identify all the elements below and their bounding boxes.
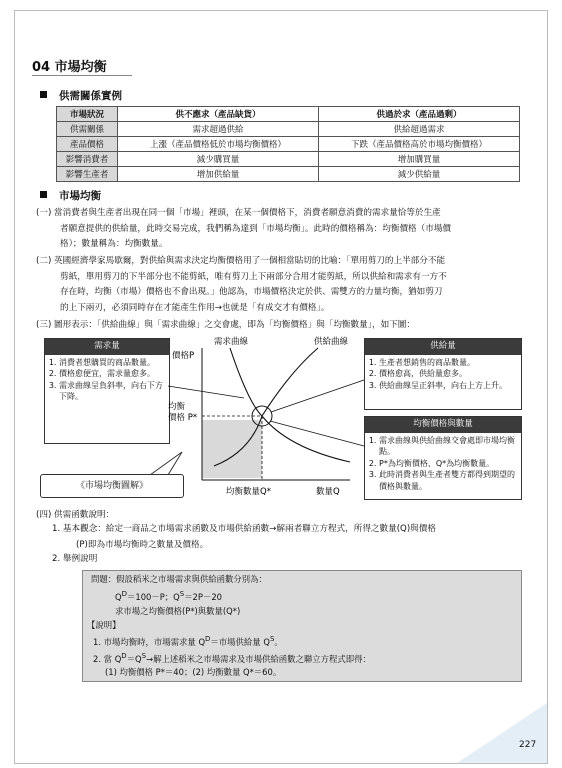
eq-qty-label: 均衡數量Q* — [226, 487, 271, 497]
eq-price-label-line1: 均衡 — [168, 402, 186, 412]
formula-part: ＝100－P；Q — [126, 591, 180, 602]
paragraph-line: 剪紙，單用剪刀的下半部分也不能剪紙，唯有剪刀上下兩部分合用才能剪紙，所以供給和需求有一方不 — [60, 271, 447, 282]
formula-sup: S — [179, 590, 185, 598]
explanation-title: 【說明】 — [87, 619, 121, 630]
example-box — [82, 570, 522, 682]
paragraph-line: 的上下兩刃，必須同時存在才能產生作用→也就是「有成交才有價格」。 — [60, 302, 330, 313]
list-item: 2. 價格愈高，供給量愈多。 — [379, 368, 521, 380]
table-cell: 產品價格 — [57, 137, 118, 152]
formula-sup: D — [205, 634, 211, 643]
qty-axis-label: 數量Q — [316, 487, 340, 497]
paragraph-line: 格）；數量稱為：均衡數量。 — [60, 239, 168, 249]
table-cell: 供不應求（產品缺貨） — [118, 107, 319, 122]
equilibrium-box-title: 均衡價格與數量 — [365, 417, 521, 433]
table-cell: 市場狀況 — [57, 107, 118, 122]
formula-part: ＝2P－20 — [184, 591, 222, 602]
paragraph-line: 1. 基本觀念：給定一商品之市場需求函數及市場供給函數→解兩者聯立方程式，所得之數量(Q)與價格 — [52, 524, 436, 534]
demand-box-title: 需求量 — [45, 339, 169, 355]
table-cell: 需求超過供給 — [118, 122, 319, 137]
table-cell: 供需關係 — [57, 122, 118, 137]
paragraph-line: (P)即為市場均衡時之數量及價格。 — [76, 539, 209, 550]
explanation-line-3: (1) 均衡價格 P*＝40；(2) 均衡數量 Q*＝60。 — [105, 667, 282, 678]
table-cell: 下跌（產品價格高於市場均衡價格） — [319, 137, 520, 152]
supply-curve-label: 供給曲線 — [314, 337, 349, 347]
table-cell: 影響生產者 — [57, 167, 118, 182]
paragraph-4-1 — [52, 522, 436, 553]
list-item: 1. 生產者想銷售的商品數量。 — [379, 357, 521, 369]
table-cell: 減少供給量 — [319, 167, 520, 182]
list-item: 2. P*為均衡價格、Q*為均衡數量。 — [379, 458, 521, 470]
pointer-line-supply — [271, 380, 364, 412]
formula-sup: D — [121, 590, 127, 598]
formula-part: Q — [115, 591, 122, 602]
table-cell: 影響消費者 — [57, 152, 118, 167]
table-cell: 供過於求（產品過剩） — [319, 107, 520, 122]
formula-part: 。 — [274, 636, 283, 647]
pointer-line-demand — [168, 386, 244, 398]
list-item: 1. 需求曲線與供給曲線交會處即市場均衡點。 — [379, 435, 521, 458]
formula-part: →解上述稻米之市場需求及市場供給函數之聯立方程式即得： — [146, 653, 371, 664]
formula-sup: D — [121, 651, 127, 660]
paragraph-line: (二) 英國經濟學家馬歇爾，對供給與需求決定均衡價格用了一個相當貼切的比喻：「單用剪刀的上半部分不能 — [36, 256, 446, 266]
section-heading-text: 供需關係實例 — [59, 90, 122, 102]
table-cell: 增加購買量 — [319, 152, 520, 167]
list-item: 3. 供給曲線呈正斜率，向右上方上升。 — [379, 380, 521, 392]
table-cell: 增加供給量 — [118, 167, 319, 182]
list-item: 3. 需求曲線呈負斜率，向右下方下降。 — [59, 380, 169, 403]
eq-price-label-line2: 價格 P* — [168, 413, 198, 423]
chapter-title: 04 市場均衡 — [32, 60, 107, 75]
pointer-line-eq — [270, 421, 364, 446]
table-cell: 上漲（產品價格低於市場均衡價格） — [118, 137, 319, 152]
question-ask: 求市場之均衡價格(P*)與數量(Q*) — [115, 605, 241, 616]
supply-box-title: 供給量 — [365, 339, 521, 355]
formula-part: ＝Q — [126, 653, 142, 664]
price-axis-label: 價格P — [172, 351, 195, 361]
shaded-region — [202, 420, 262, 478]
list-item: 3. 此時消費者與生產者雙方都得到期望的價格與數量。 — [379, 469, 521, 492]
question-text: 問題：假設稻米之市場需求與供給函數分別為： — [91, 574, 267, 584]
formula-sup: S — [141, 651, 147, 660]
paragraph-4-2: 2. 舉例說明 — [52, 554, 98, 564]
paragraph-3: (三) 圖形表示：「供給曲線」與「需求曲線」之交會處，即為「均衡價格」與「均衡數量」，如下圖： — [36, 320, 415, 330]
paragraph-line: 存在時，均衡（市場）價格也不會出現。」他認為，市場價格決定於供、需雙方的力量均衡，猶如剪刀 — [60, 287, 443, 297]
table-cell: 減少購買量 — [118, 152, 319, 167]
function-line — [83, 587, 521, 604]
formula-part: ＝市場供給量 Q — [210, 636, 270, 647]
formula-sup: S — [269, 634, 275, 643]
diagram-callout: 《市場均衡圖解》 — [40, 474, 184, 498]
explanation-line-1 — [83, 632, 521, 649]
formula-part: 2. 當 Q — [93, 653, 122, 664]
demand-curve-label: 需求曲線 — [214, 337, 249, 347]
formula-part: 1. 市場均衡時，市場需求量 Q — [93, 636, 206, 647]
table-cell: 供給超過需求 — [319, 122, 520, 137]
callout-tail — [150, 452, 182, 475]
page-number: 227 — [519, 740, 537, 750]
list-item: 2. 價格愈便宜，需求量愈多。 — [59, 368, 169, 380]
paragraph-line: 者願意提供的供給量，此時交易完成，我們稱為達到「市場均衡」。此時的價格稱為：均衡價格（市場價 — [60, 223, 452, 234]
paragraph-line: (一) 當消費者與生產者出現在同一個「市場」裡頭，在某一個價格下，消費者願意消費的需求量恰等於生產 — [36, 208, 441, 218]
section-heading-text: 市場均衡 — [59, 190, 101, 202]
list-item: 1. 消費者想購買的商品數量。 — [59, 357, 169, 369]
paragraph-4: (四) 供需函數說明： — [36, 510, 115, 520]
explanation-line-2 — [83, 649, 521, 666]
